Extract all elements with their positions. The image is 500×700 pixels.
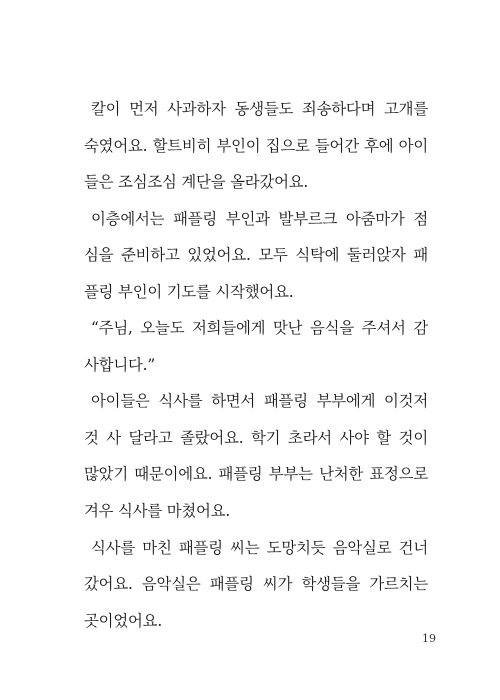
text-line: 갔어요. 음악실은 패플링 씨가 학생들을 가르치는 bbox=[84, 575, 428, 594]
text-line: 많았기 때문이에요. 패플링 부부는 난처한 표정으로 bbox=[84, 465, 428, 484]
text-line: 들은 조심조심 계단을 올라갔어요. bbox=[84, 173, 309, 192]
text-line: 칼이 먼저 사과하자 동생들도 죄송하다며 고개를 bbox=[91, 100, 428, 118]
text-line: 겨우 식사를 마쳤어요. bbox=[84, 502, 231, 521]
text-line: “주님, 오늘도 저희들에게 맛난 음식을 주셔서 감 bbox=[91, 319, 428, 338]
body-text bbox=[84, 96, 428, 644]
page-number: 19 bbox=[422, 632, 436, 645]
text-line: 식사를 마친 패플링 씨는 도망치듯 음악실로 건너 bbox=[91, 538, 428, 557]
text-line: 것 사 달라고 졸랐어요. 학기 초라서 사야 할 것이 bbox=[84, 428, 428, 447]
text-line: 숙였어요. 할트비히 부인이 집으로 들어간 후에 아이 bbox=[84, 136, 428, 155]
text-line: 사합니다.” bbox=[84, 355, 156, 374]
text-line: 이층에서는 패플링 부인과 발부르크 아줌마가 점 bbox=[91, 209, 428, 228]
text-line: 플링 부인이 기도를 시작했어요. bbox=[84, 282, 294, 301]
text-line: 심을 준비하고 있었어요. 모두 식탁에 둘러앉자 패 bbox=[84, 246, 428, 265]
text-line: 곳이었어요. bbox=[84, 611, 163, 630]
text-line: 아이들은 식사를 하면서 패플링 부부에게 이것저 bbox=[91, 392, 428, 411]
